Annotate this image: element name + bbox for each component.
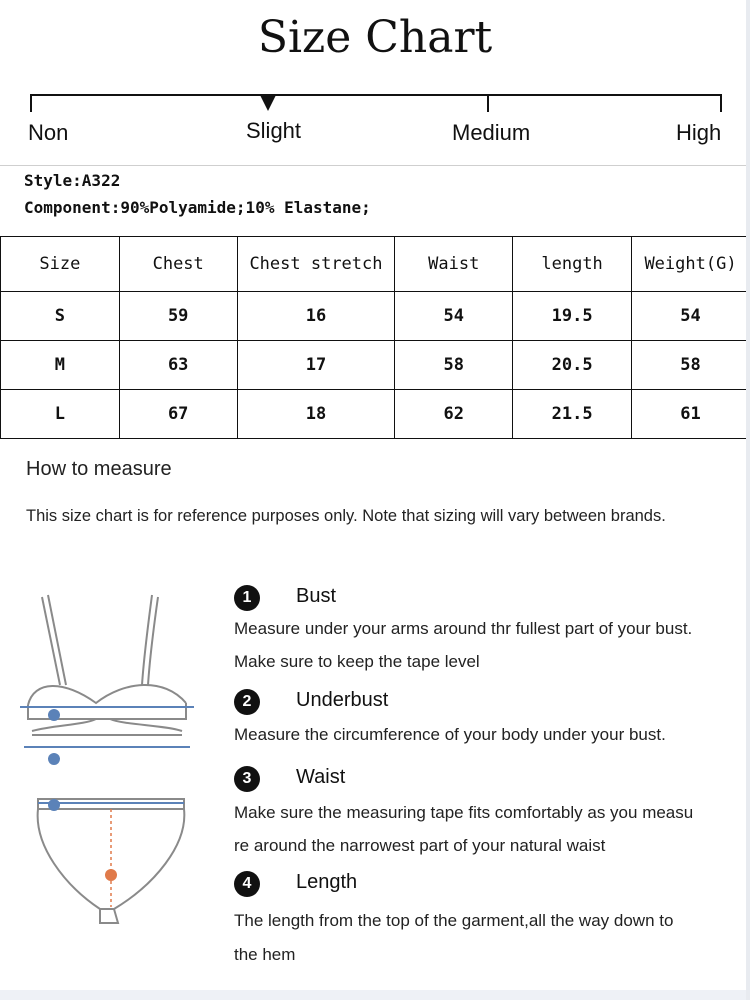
page-edge-right [746, 0, 750, 1000]
scale-label-medium: Medium [452, 120, 531, 145]
header-waist: Waist [395, 237, 513, 292]
table-cell: 58 [632, 341, 750, 390]
table-cell: 54 [632, 292, 750, 341]
header-chest: Chest [119, 237, 237, 292]
number-2-icon: 2 [234, 689, 260, 715]
scale-pointer-icon [260, 95, 276, 111]
table-row [1, 341, 750, 390]
item-desc: Measure under your arms around thr fullest part of your bust. [234, 619, 693, 638]
table-cell: S [1, 292, 120, 341]
item-desc: Make sure to keep the tape level [234, 652, 480, 671]
bikini-measure-illustration [14, 585, 214, 945]
marker-4-icon [105, 869, 117, 881]
item-title: Underbust [296, 689, 389, 711]
page-title: Size Chart [257, 12, 493, 63]
marker-2-icon [48, 753, 60, 765]
table-cell: L [1, 390, 120, 439]
scale-label-non: Non [28, 120, 69, 145]
page-edge-bottom [0, 990, 750, 1000]
marker-3-icon [48, 799, 60, 811]
table-cell: 19.5 [513, 292, 632, 341]
header-chest-stretch: Chest stretch [237, 237, 395, 292]
item-desc: Make sure the measuring tape fits comfortably as you measu [234, 803, 694, 822]
style-code: Style:A322 [24, 171, 121, 190]
number-3-icon: 3 [234, 766, 260, 792]
scale-tick-high [720, 94, 722, 112]
table-header-row [1, 237, 750, 292]
item-title: Waist [296, 766, 346, 788]
item-desc: The length from the top of the garment,all the way down to [234, 911, 674, 930]
right-strap [142, 595, 152, 685]
table-row [1, 390, 750, 439]
size-table [0, 236, 750, 439]
item-title: Bust [296, 585, 337, 607]
table-cell: 62 [395, 390, 513, 439]
how-to-measure-heading: How to measure [26, 458, 172, 480]
header-weight: Weight(G) [632, 237, 750, 292]
bra-cups [28, 685, 186, 705]
scale-label-slight: Slight [246, 118, 302, 143]
table-cell: 20.5 [513, 341, 632, 390]
table-cell: 63 [119, 341, 237, 390]
item-desc: re around the narrowest part of your natural waist [234, 836, 606, 855]
scale-tick-non [30, 94, 32, 112]
component-text: Component:90%Polyamide;10% Elastane; [24, 198, 371, 217]
table-cell: 21.5 [513, 390, 632, 439]
divider [0, 165, 750, 166]
table-cell: 58 [395, 341, 513, 390]
number-4-icon: 4 [234, 871, 260, 897]
table-cell: 16 [237, 292, 395, 341]
table-cell: 67 [119, 390, 237, 439]
header-length: length [513, 237, 632, 292]
header-size: Size [1, 237, 120, 292]
scale-line [30, 94, 722, 96]
table-cell: 18 [237, 390, 395, 439]
number-1-icon: 1 [234, 585, 260, 611]
item-title: Length [296, 871, 358, 893]
scale-label-high: High [676, 120, 722, 145]
table-cell: 59 [119, 292, 237, 341]
reference-note: This size chart is for reference purposes only. Note that sizing will vary between brands. [26, 507, 666, 525]
table-cell: M [1, 341, 120, 390]
item-desc: the hem [234, 945, 296, 964]
table-cell: 54 [395, 292, 513, 341]
table-cell: 17 [237, 341, 395, 390]
scale-tick-medium [487, 94, 489, 112]
table-row [1, 292, 750, 341]
table-cell: 61 [632, 390, 750, 439]
marker-1-icon [48, 709, 60, 721]
item-desc: Measure the circumference of your body under your bust. [234, 725, 666, 744]
